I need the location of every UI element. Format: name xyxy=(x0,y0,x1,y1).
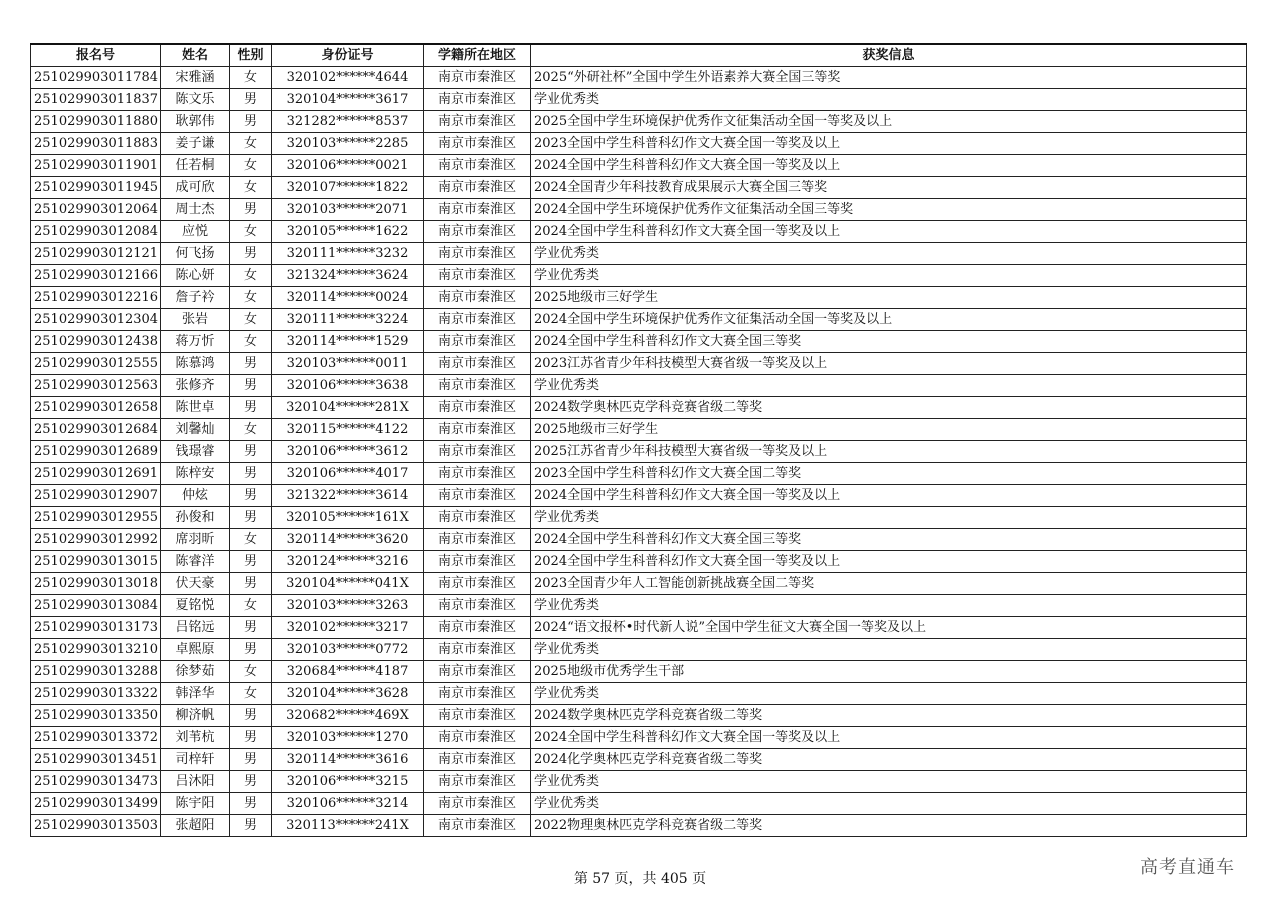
cell-id-card: 321322******3614 xyxy=(272,485,424,507)
cell-id-card: 320114******1529 xyxy=(272,331,424,353)
cell-award: 2025全国中学生环境保护优秀作文征集活动全国一等奖及以上 xyxy=(531,111,1247,133)
table-row xyxy=(31,111,1247,133)
page-number: 第 57 页，共 405 页 xyxy=(573,871,707,887)
cell-gender: 女 xyxy=(230,331,272,353)
cell-region: 南京市秦淮区 xyxy=(424,265,531,287)
table-row xyxy=(31,815,1247,837)
table-row xyxy=(31,639,1247,661)
table-row xyxy=(31,617,1247,639)
table-row xyxy=(31,727,1247,749)
cell-gender: 男 xyxy=(230,463,272,485)
cell-name: 耿郭伟 xyxy=(161,111,230,133)
cell-region: 南京市秦淮区 xyxy=(424,639,531,661)
cell-name: 孙俊和 xyxy=(161,507,230,529)
cell-region: 南京市秦淮区 xyxy=(424,155,531,177)
cell-gender: 男 xyxy=(230,199,272,221)
cell-award: 学业优秀类 xyxy=(531,639,1247,661)
cell-name: 张修齐 xyxy=(161,375,230,397)
cell-region: 南京市秦淮区 xyxy=(424,243,531,265)
cell-name: 姜子谦 xyxy=(161,133,230,155)
cell-region: 南京市秦淮区 xyxy=(424,661,531,683)
table-row xyxy=(31,67,1247,89)
table-row xyxy=(31,309,1247,331)
cell-id-card: 321282******8537 xyxy=(272,111,424,133)
cell-name: 陈睿洋 xyxy=(161,551,230,573)
cell-id-card: 320107******1822 xyxy=(272,177,424,199)
cell-award: 学业优秀类 xyxy=(531,265,1247,287)
cell-region: 南京市秦淮区 xyxy=(424,683,531,705)
cell-registration-number: 251029903011883 xyxy=(31,133,161,155)
table-row xyxy=(31,529,1247,551)
cell-gender: 女 xyxy=(230,287,272,309)
cell-id-card: 321324******3624 xyxy=(272,265,424,287)
cell-id-card: 320106******3638 xyxy=(272,375,424,397)
table-row xyxy=(31,551,1247,573)
table-row xyxy=(31,287,1247,309)
cell-award: 2025地级市三好学生 xyxy=(531,419,1247,441)
cell-id-card: 320104******3628 xyxy=(272,683,424,705)
cell-region: 南京市秦淮区 xyxy=(424,749,531,771)
cell-id-card: 320114******0024 xyxy=(272,287,424,309)
cell-award: 学业优秀类 xyxy=(531,683,1247,705)
cell-id-card: 320103******2071 xyxy=(272,199,424,221)
cell-name: 吕铭远 xyxy=(161,617,230,639)
cell-registration-number: 251029903013210 xyxy=(31,639,161,661)
cell-name: 徐梦茹 xyxy=(161,661,230,683)
cell-name: 韩泽华 xyxy=(161,683,230,705)
cell-gender: 男 xyxy=(230,375,272,397)
cell-registration-number: 251029903012658 xyxy=(31,397,161,419)
cell-registration-number: 251029903012955 xyxy=(31,507,161,529)
cell-gender: 男 xyxy=(230,573,272,595)
cell-id-card: 320105******1622 xyxy=(272,221,424,243)
cell-name: 仲炫 xyxy=(161,485,230,507)
table-row xyxy=(31,265,1247,287)
cell-registration-number: 251029903013322 xyxy=(31,683,161,705)
cell-registration-number: 251029903012064 xyxy=(31,199,161,221)
cell-award: 2024数学奥林匹克学科竞赛省级二等奖 xyxy=(531,705,1247,727)
cell-name: 席羽昕 xyxy=(161,529,230,551)
cell-id-card: 320103******1270 xyxy=(272,727,424,749)
roster-body xyxy=(31,67,1247,837)
cell-award: 2023江苏省青少年科技模型大赛省级一等奖及以上 xyxy=(531,353,1247,375)
cell-registration-number: 251029903011901 xyxy=(31,155,161,177)
cell-id-card: 320106******3215 xyxy=(272,771,424,793)
cell-gender: 女 xyxy=(230,265,272,287)
cell-name: 陈心妍 xyxy=(161,265,230,287)
table-row xyxy=(31,705,1247,727)
cell-region: 南京市秦淮区 xyxy=(424,727,531,749)
cell-gender: 男 xyxy=(230,111,272,133)
cell-region: 南京市秦淮区 xyxy=(424,529,531,551)
cell-region: 南京市秦淮区 xyxy=(424,309,531,331)
header-row xyxy=(31,44,1247,67)
cell-registration-number: 251029903012691 xyxy=(31,463,161,485)
cell-award: 2024全国中学生环境保护优秀作文征集活动全国一等奖及以上 xyxy=(531,309,1247,331)
cell-id-card: 320114******3620 xyxy=(272,529,424,551)
cell-award: 2025地级市优秀学生干部 xyxy=(531,661,1247,683)
cell-name: 伏天豪 xyxy=(161,573,230,595)
cell-name: 张超阳 xyxy=(161,815,230,837)
cell-id-card: 320124******3216 xyxy=(272,551,424,573)
cell-registration-number: 251029903012084 xyxy=(31,221,161,243)
table-row xyxy=(31,419,1247,441)
table-row xyxy=(31,397,1247,419)
cell-registration-number: 251029903012689 xyxy=(31,441,161,463)
table-row xyxy=(31,177,1247,199)
cell-registration-number: 251029903013503 xyxy=(31,815,161,837)
cell-id-card: 320113******241X xyxy=(272,815,424,837)
cell-region: 南京市秦淮区 xyxy=(424,89,531,111)
cell-registration-number: 251029903012121 xyxy=(31,243,161,265)
cell-region: 南京市秦淮区 xyxy=(424,507,531,529)
cell-name: 陈世卓 xyxy=(161,397,230,419)
cell-id-card: 320103******0772 xyxy=(272,639,424,661)
cell-region: 南京市秦淮区 xyxy=(424,397,531,419)
cell-region: 南京市秦淮区 xyxy=(424,573,531,595)
cell-name: 吕沐阳 xyxy=(161,771,230,793)
cell-id-card: 320114******3616 xyxy=(272,749,424,771)
header-region: 学籍所在地区 xyxy=(424,44,531,67)
table-row xyxy=(31,463,1247,485)
table-row xyxy=(31,133,1247,155)
cell-gender: 女 xyxy=(230,177,272,199)
cell-registration-number: 251029903012907 xyxy=(31,485,161,507)
cell-id-card: 320103******3263 xyxy=(272,595,424,617)
cell-gender: 女 xyxy=(230,661,272,683)
cell-award: 学业优秀类 xyxy=(531,375,1247,397)
cell-registration-number: 251029903013015 xyxy=(31,551,161,573)
cell-registration-number: 251029903011945 xyxy=(31,177,161,199)
cell-award: 2025地级市三好学生 xyxy=(531,287,1247,309)
cell-gender: 男 xyxy=(230,243,272,265)
cell-region: 南京市秦淮区 xyxy=(424,441,531,463)
cell-registration-number: 251029903013372 xyxy=(31,727,161,749)
cell-id-card: 320102******4644 xyxy=(272,67,424,89)
cell-id-card: 320104******281X xyxy=(272,397,424,419)
cell-award: 2024全国中学生科普科幻作文大赛全国三等奖 xyxy=(531,529,1247,551)
cell-name: 钱璟睿 xyxy=(161,441,230,463)
cell-award: 2025“外研社杯”全国中学生外语素养大赛全国三等奖 xyxy=(531,67,1247,89)
cell-gender: 男 xyxy=(230,485,272,507)
cell-award: 2024全国中学生科普科幻作文大赛全国一等奖及以上 xyxy=(531,727,1247,749)
cell-name: 宋雅涵 xyxy=(161,67,230,89)
header-registration-number: 报名号 xyxy=(31,44,161,67)
cell-award: 学业优秀类 xyxy=(531,89,1247,111)
table-row xyxy=(31,771,1247,793)
cell-name: 张岩 xyxy=(161,309,230,331)
cell-award: 2024“语文报杯•时代新人说”全国中学生征文大赛全国一等奖及以上 xyxy=(531,617,1247,639)
cell-id-card: 320104******3617 xyxy=(272,89,424,111)
cell-gender: 男 xyxy=(230,727,272,749)
cell-id-card: 320106******0021 xyxy=(272,155,424,177)
table-row xyxy=(31,199,1247,221)
cell-name: 陈宇阳 xyxy=(161,793,230,815)
cell-registration-number: 251029903013018 xyxy=(31,573,161,595)
cell-award: 2023全国中学生科普科幻作文大赛全国二等奖 xyxy=(531,463,1247,485)
cell-gender: 男 xyxy=(230,353,272,375)
table-row xyxy=(31,573,1247,595)
cell-gender: 男 xyxy=(230,639,272,661)
cell-id-card: 320111******3224 xyxy=(272,309,424,331)
cell-name: 蒋万忻 xyxy=(161,331,230,353)
cell-registration-number: 251029903012304 xyxy=(31,309,161,331)
cell-registration-number: 251029903012563 xyxy=(31,375,161,397)
cell-award: 2024全国中学生环境保护优秀作文征集活动全国三等奖 xyxy=(531,199,1247,221)
cell-region: 南京市秦淮区 xyxy=(424,353,531,375)
cell-gender: 女 xyxy=(230,419,272,441)
cell-region: 南京市秦淮区 xyxy=(424,331,531,353)
cell-gender: 女 xyxy=(230,529,272,551)
cell-registration-number: 251029903011784 xyxy=(31,67,161,89)
cell-region: 南京市秦淮区 xyxy=(424,199,531,221)
cell-region: 南京市秦淮区 xyxy=(424,463,531,485)
cell-award: 2024全国青少年科技教育成果展示大赛全国三等奖 xyxy=(531,177,1247,199)
cell-registration-number: 251029903011837 xyxy=(31,89,161,111)
header-award: 获奖信息 xyxy=(531,44,1247,67)
cell-award: 2024全国中学生科普科幻作文大赛全国一等奖及以上 xyxy=(531,221,1247,243)
cell-name: 夏铭悦 xyxy=(161,595,230,617)
cell-region: 南京市秦淮区 xyxy=(424,287,531,309)
cell-name: 任若桐 xyxy=(161,155,230,177)
cell-region: 南京市秦淮区 xyxy=(424,133,531,155)
cell-registration-number: 251029903012555 xyxy=(31,353,161,375)
table-row xyxy=(31,155,1247,177)
cell-id-card: 320103******2285 xyxy=(272,133,424,155)
cell-registration-number: 251029903013173 xyxy=(31,617,161,639)
cell-name: 刘馨灿 xyxy=(161,419,230,441)
cell-gender: 男 xyxy=(230,507,272,529)
table-row xyxy=(31,661,1247,683)
cell-gender: 女 xyxy=(230,133,272,155)
cell-name: 陈文乐 xyxy=(161,89,230,111)
table-row xyxy=(31,793,1247,815)
cell-region: 南京市秦淮区 xyxy=(424,771,531,793)
cell-gender: 男 xyxy=(230,397,272,419)
table-row xyxy=(31,353,1247,375)
cell-region: 南京市秦淮区 xyxy=(424,111,531,133)
cell-gender: 男 xyxy=(230,89,272,111)
cell-gender: 男 xyxy=(230,617,272,639)
cell-registration-number: 251029903012438 xyxy=(31,331,161,353)
roster-table xyxy=(30,43,1247,837)
cell-name: 陈慕鸿 xyxy=(161,353,230,375)
cell-gender: 男 xyxy=(230,705,272,727)
cell-award: 学业优秀类 xyxy=(531,595,1247,617)
cell-id-card: 320106******3214 xyxy=(272,793,424,815)
cell-id-card: 320103******0011 xyxy=(272,353,424,375)
table-row xyxy=(31,485,1247,507)
table-row xyxy=(31,221,1247,243)
table-row xyxy=(31,749,1247,771)
cell-id-card: 320115******4122 xyxy=(272,419,424,441)
cell-registration-number: 251029903013499 xyxy=(31,793,161,815)
cell-region: 南京市秦淮区 xyxy=(424,793,531,815)
cell-region: 南京市秦淮区 xyxy=(424,705,531,727)
cell-name: 卓熙原 xyxy=(161,639,230,661)
cell-registration-number: 251029903012216 xyxy=(31,287,161,309)
header-id-card: 身份证号 xyxy=(272,44,424,67)
cell-region: 南京市秦淮区 xyxy=(424,375,531,397)
cell-name: 司梓轩 xyxy=(161,749,230,771)
table-row xyxy=(31,243,1247,265)
cell-name: 成可欣 xyxy=(161,177,230,199)
cell-name: 应悦 xyxy=(161,221,230,243)
cell-region: 南京市秦淮区 xyxy=(424,419,531,441)
table-row xyxy=(31,595,1247,617)
cell-gender: 女 xyxy=(230,595,272,617)
table-row xyxy=(31,331,1247,353)
cell-award: 2024化学奥林匹克学科竞赛省级二等奖 xyxy=(531,749,1247,771)
cell-gender: 男 xyxy=(230,815,272,837)
cell-region: 南京市秦淮区 xyxy=(424,551,531,573)
cell-award: 2024全国中学生科普科幻作文大赛全国三等奖 xyxy=(531,331,1247,353)
cell-award: 学业优秀类 xyxy=(531,793,1247,815)
cell-id-card: 320684******4187 xyxy=(272,661,424,683)
cell-name: 柳济帆 xyxy=(161,705,230,727)
table-row xyxy=(31,375,1247,397)
cell-region: 南京市秦淮区 xyxy=(424,177,531,199)
cell-region: 南京市秦淮区 xyxy=(424,815,531,837)
cell-award: 2022物理奥林匹克学科竞赛省级二等奖 xyxy=(531,815,1247,837)
cell-award: 2024数学奥林匹克学科竞赛省级二等奖 xyxy=(531,397,1247,419)
cell-award: 学业优秀类 xyxy=(531,507,1247,529)
header-gender: 性别 xyxy=(230,44,272,67)
cell-registration-number: 251029903013350 xyxy=(31,705,161,727)
table-row xyxy=(31,683,1247,705)
cell-award: 2024全国中学生科普科幻作文大赛全国一等奖及以上 xyxy=(531,551,1247,573)
cell-registration-number: 251029903013473 xyxy=(31,771,161,793)
roster-sheet xyxy=(30,43,1246,837)
cell-award: 2024全国中学生科普科幻作文大赛全国一等奖及以上 xyxy=(531,155,1247,177)
cell-registration-number: 251029903013451 xyxy=(31,749,161,771)
cell-region: 南京市秦淮区 xyxy=(424,617,531,639)
cell-award: 2025江苏省青少年科技模型大赛省级一等奖及以上 xyxy=(531,441,1247,463)
cell-region: 南京市秦淮区 xyxy=(424,485,531,507)
table-row xyxy=(31,507,1247,529)
cell-registration-number: 251029903013288 xyxy=(31,661,161,683)
table-row xyxy=(31,89,1247,111)
cell-name: 陈梓安 xyxy=(161,463,230,485)
cell-name: 刘苇杭 xyxy=(161,727,230,749)
cell-gender: 男 xyxy=(230,551,272,573)
cell-gender: 男 xyxy=(230,441,272,463)
cell-registration-number: 251029903013084 xyxy=(31,595,161,617)
cell-award: 学业优秀类 xyxy=(531,771,1247,793)
cell-registration-number: 251029903011880 xyxy=(31,111,161,133)
cell-id-card: 320682******469X xyxy=(272,705,424,727)
cell-gender: 男 xyxy=(230,749,272,771)
cell-gender: 男 xyxy=(230,771,272,793)
cell-id-card: 320105******161X xyxy=(272,507,424,529)
cell-award: 2024全国中学生科普科幻作文大赛全国一等奖及以上 xyxy=(531,485,1247,507)
cell-award: 学业优秀类 xyxy=(531,243,1247,265)
cell-name: 何飞扬 xyxy=(161,243,230,265)
cell-id-card: 320104******041X xyxy=(272,573,424,595)
table-row xyxy=(31,441,1247,463)
cell-gender: 女 xyxy=(230,67,272,89)
cell-region: 南京市秦淮区 xyxy=(424,67,531,89)
cell-id-card: 320106******3612 xyxy=(272,441,424,463)
cell-gender: 女 xyxy=(230,309,272,331)
cell-gender: 女 xyxy=(230,683,272,705)
header-name: 姓名 xyxy=(161,44,230,67)
watermark-logo: 高考直通车 xyxy=(1140,857,1235,878)
cell-region: 南京市秦淮区 xyxy=(424,595,531,617)
cell-registration-number: 251029903012684 xyxy=(31,419,161,441)
cell-award: 2023全国中学生科普科幻作文大赛全国一等奖及以上 xyxy=(531,133,1247,155)
cell-id-card: 320111******3232 xyxy=(272,243,424,265)
cell-id-card: 320102******3217 xyxy=(272,617,424,639)
cell-award: 2023全国青少年人工智能创新挑战赛全国二等奖 xyxy=(531,573,1247,595)
cell-name: 詹子衿 xyxy=(161,287,230,309)
cell-registration-number: 251029903012992 xyxy=(31,529,161,551)
cell-name: 周士杰 xyxy=(161,199,230,221)
cell-gender: 男 xyxy=(230,793,272,815)
cell-region: 南京市秦淮区 xyxy=(424,221,531,243)
cell-gender: 女 xyxy=(230,221,272,243)
cell-id-card: 320106******4017 xyxy=(272,463,424,485)
cell-gender: 女 xyxy=(230,155,272,177)
cell-registration-number: 251029903012166 xyxy=(31,265,161,287)
